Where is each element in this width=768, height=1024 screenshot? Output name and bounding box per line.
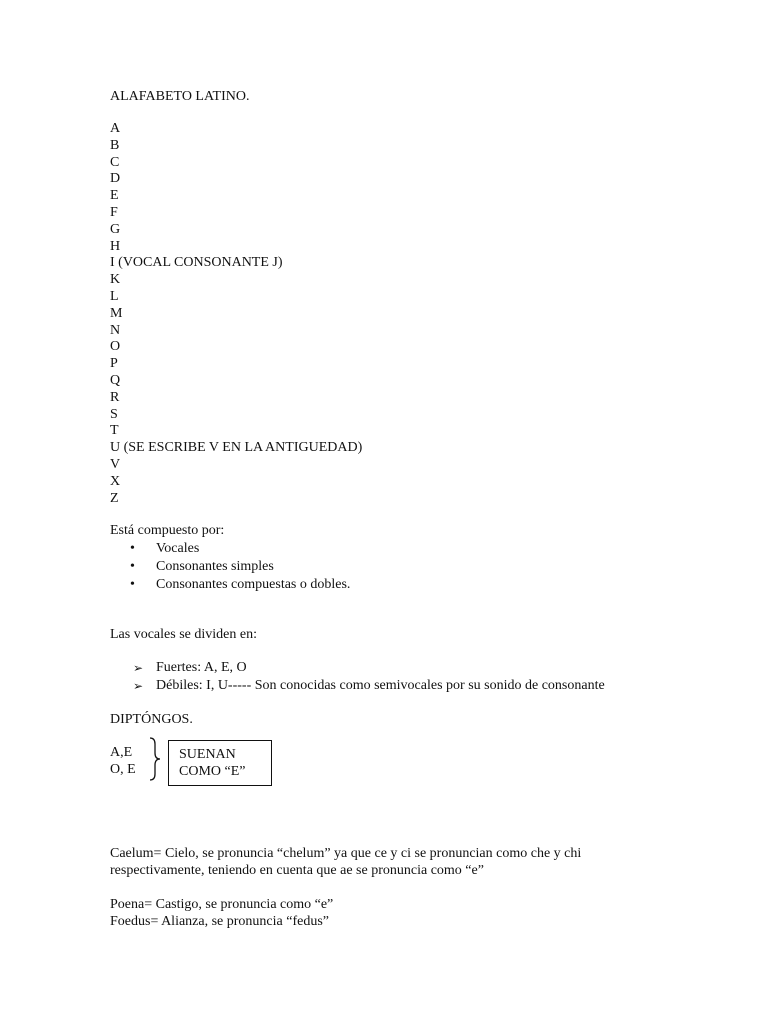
arrow-bullet-icon: ➢ — [133, 661, 144, 675]
alphabet-letter: K — [110, 272, 121, 288]
alphabet-letter: O — [110, 339, 121, 355]
sound-box-line: COMO “E” — [179, 764, 246, 779]
alphabet-letter: V — [110, 456, 121, 472]
sound-box-line: SUENAN — [179, 747, 236, 762]
alphabet-letter: C — [110, 154, 120, 170]
alphabet-letter: A — [110, 121, 121, 136]
alphabet-letter: N — [110, 322, 121, 338]
example-poena: Poena= Castigo, se pronuncia como “e” — [110, 897, 334, 912]
alphabet-letter: S — [110, 406, 118, 422]
bullet-icon: • — [130, 541, 135, 556]
list-item-label: Consonantes compuestas o dobles. — [156, 577, 351, 592]
alphabet-letter: D — [110, 171, 121, 187]
arrow-bullet-icon: ➢ — [133, 679, 144, 693]
diphthong-pair: A,E — [110, 745, 133, 760]
page-title: ALAFABETO LATINO. — [110, 89, 250, 104]
alphabet-letter: H — [110, 238, 121, 254]
alphabet-letter: M — [110, 305, 123, 321]
list-item — [133, 677, 605, 695]
alphabet-letter: F — [110, 204, 118, 220]
alphabet-letter: U (SE ESCRIBE V EN LA ANTIGUEDAD) — [110, 440, 363, 456]
alphabet-letter: P — [110, 356, 118, 372]
list-item — [130, 576, 350, 594]
right-brace-icon — [146, 736, 164, 782]
examples-section — [110, 845, 670, 930]
alphabet-letter: T — [110, 423, 119, 439]
vowels-list — [133, 659, 605, 695]
list-item — [130, 540, 350, 558]
list-item-label: Fuertes: A, E, O — [156, 660, 247, 675]
alphabet-letter: E — [110, 188, 119, 204]
list-item — [130, 558, 350, 576]
alphabet-letter: Q — [110, 372, 121, 388]
alphabet-letter: B — [110, 137, 120, 153]
bullet-icon: • — [130, 559, 135, 574]
composition-intro: Está compuesto por: — [110, 523, 225, 538]
diphthong-pair: O, E — [110, 762, 136, 777]
list-item-label: Consonantes simples — [156, 559, 274, 574]
alphabet-letter: G — [110, 221, 121, 237]
diphthong-pairs — [110, 744, 136, 778]
list-item — [133, 659, 605, 677]
alphabet-letter: Z — [110, 490, 119, 506]
vowels-intro: Las vocales se dividen en: — [110, 627, 257, 642]
alphabet-letter: L — [110, 288, 119, 304]
sound-box — [168, 740, 272, 786]
alphabet-letter: R — [110, 389, 120, 405]
example-foedus: Foedus= Alianza, se pronuncia “fedus” — [110, 914, 329, 929]
list-item-label: Débiles: I, U----- Son conocidas como semivocales por su sonido de consonante — [156, 678, 605, 693]
example-caelum-line2: respectivamente, teniendo en cuenta que ae se pronuncia como “e” — [110, 863, 484, 878]
alphabet-letter: X — [110, 473, 121, 489]
example-caelum-line1: Caelum= Cielo, se pronuncia “chelum” ya que ce y ci se pronuncian como che y chi — [110, 846, 582, 861]
list-item-label: Vocales — [156, 541, 200, 556]
bullet-icon: • — [130, 577, 135, 592]
alphabet-list — [110, 121, 362, 507]
alphabet-letter: I (VOCAL CONSONANTE J) — [110, 255, 283, 271]
diphthongs-title: DIPTÓNGOS. — [110, 712, 193, 727]
composition-list — [130, 540, 350, 594]
